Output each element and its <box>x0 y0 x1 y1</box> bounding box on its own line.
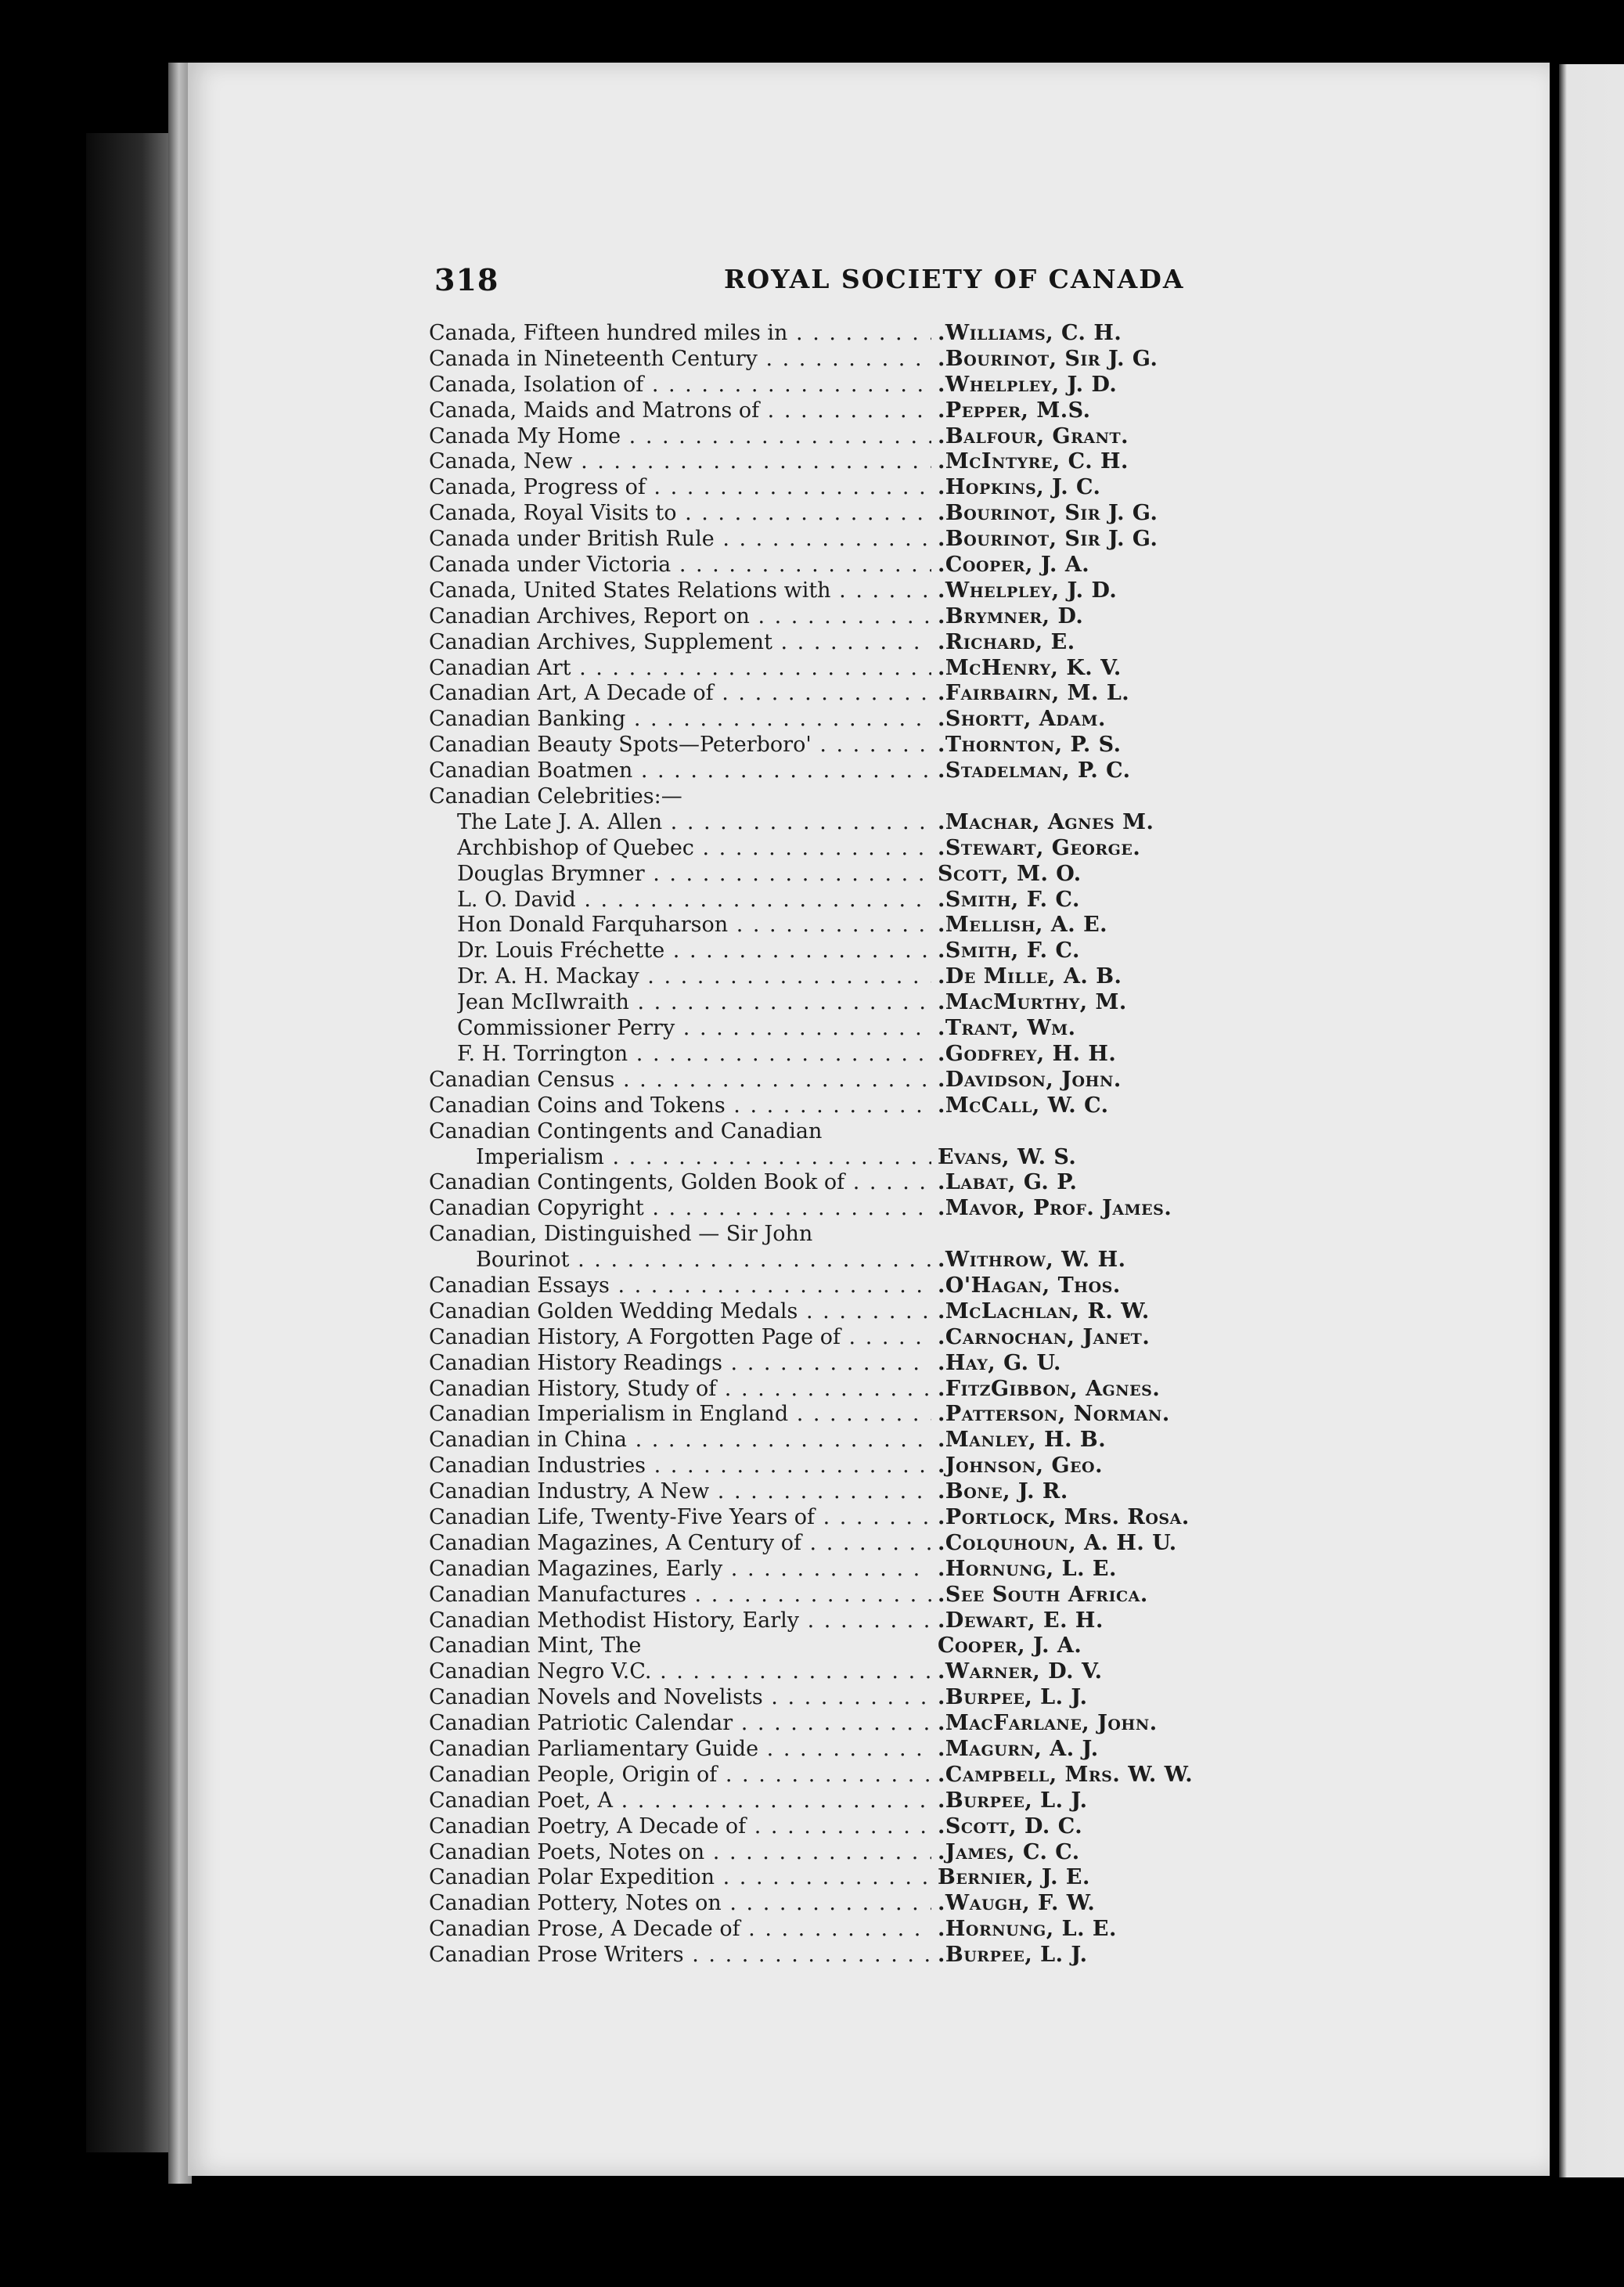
index-entry <box>429 1840 1313 1866</box>
index-entry <box>429 630 1313 656</box>
entry-author: .Balfour, Grant. <box>938 423 1129 448</box>
entry-author: .Whelpley, J. D. <box>938 578 1118 603</box>
entry-title: Canada, Fifteen hundred miles in . . . <box>429 321 931 347</box>
entry-title: Canadian Patriotic Calendar . . . <box>429 1711 931 1737</box>
entry-title: Canadian Polar Expedition . . . <box>429 1865 931 1891</box>
entry-author: .Brymner, D. <box>938 603 1084 628</box>
entry-author: .Williams, C. H. <box>938 321 1122 345</box>
entry-title: Commissioner Perry . . . <box>457 1016 931 1042</box>
index-entry <box>429 1222 1313 1248</box>
index-entry <box>429 424 1313 450</box>
entry-title: Canada My Home . . . <box>429 424 931 450</box>
entry-title: Canadian Banking . . . <box>429 707 931 733</box>
entry-author: .Burpee, L. J. <box>938 1943 1088 1968</box>
entry-title: Canadian Prose, A Decade of . . . <box>429 1917 931 1943</box>
entry-title: Dr. A. H. Mackay . . . <box>457 964 931 990</box>
index-entry <box>429 1737 1313 1763</box>
index-entry <box>429 1943 1313 1968</box>
entry-author: .Richard, E. <box>938 629 1075 654</box>
index-entry <box>429 1505 1313 1531</box>
index-entry <box>429 373 1313 398</box>
entry-author: .FitzGibbon, Agnes. <box>938 1376 1161 1401</box>
index-entry <box>429 475 1313 501</box>
entry-author: Cooper, J. A. <box>938 1633 1082 1659</box>
entry-author: .Hay, G. U. <box>938 1350 1061 1375</box>
entry-title: Canadian Industries . . . <box>429 1453 931 1479</box>
index-entry <box>429 1711 1313 1737</box>
entry-title: Canadian Industry, A New . . . <box>429 1479 931 1505</box>
index-entry <box>429 1196 1313 1222</box>
entry-author: .Hornung, L. E. <box>938 1917 1117 1942</box>
index-entry <box>429 501 1313 527</box>
entry-author: .Carnochan, Janet. <box>938 1324 1150 1349</box>
entry-author: .Fairbairn, M. L. <box>938 681 1130 706</box>
entry-title: Canadian Coins and Tokens . . . <box>429 1093 931 1119</box>
entry-author: Bernier, J. E. <box>938 1865 1090 1890</box>
entry-title: Canadian Contingents, Golden Book of . . . <box>429 1170 931 1196</box>
entry-title: Canada under Victoria . . . <box>429 553 931 578</box>
index-entry <box>429 990 1313 1016</box>
entry-title: Canada, United States Relations with . . . <box>429 578 931 604</box>
entry-title: Jean McIlwraith . . . <box>457 990 931 1016</box>
entry-author: .James, C. C. <box>938 1839 1080 1864</box>
index-entry <box>429 1788 1313 1814</box>
index-entry <box>429 1479 1313 1505</box>
entry-author: .Stadelman, P. C. <box>938 758 1131 783</box>
index-entry <box>429 913 1313 938</box>
entry-author: .MacMurthy, M. <box>938 990 1127 1015</box>
entry-title: Canadian History, Study of . . . <box>429 1377 931 1403</box>
index-entry <box>429 449 1313 475</box>
index-entry <box>429 604 1313 630</box>
index-entry <box>429 1685 1313 1711</box>
entry-title: Archbishop of Quebec . . . <box>457 836 931 862</box>
entry-author: .Mavor, Prof. James. <box>938 1196 1172 1221</box>
index-entry <box>429 553 1313 578</box>
index-entry <box>429 1325 1313 1351</box>
page-heading: ROYAL SOCIETY OF CANADA <box>724 264 1185 294</box>
entry-title: Canada, Progress of . . . <box>429 475 931 501</box>
index-entry <box>429 1583 1313 1608</box>
entry-title: Canadian Imperialism in England . . . <box>429 1402 931 1428</box>
entry-author: .Colquhoun, A. H. U. <box>938 1530 1177 1555</box>
entry-title: Canadian Celebrities:— <box>429 784 682 809</box>
index-entry <box>429 1402 1313 1428</box>
entry-author: .Smith, F. C. <box>938 938 1080 963</box>
index-entries <box>429 321 1313 1968</box>
index-entry <box>429 1531 1313 1557</box>
entry-author: .Machar, Agnes M. <box>938 809 1154 834</box>
index-entry <box>429 938 1313 964</box>
entry-author: .Manley, H. B. <box>938 1428 1107 1453</box>
entry-title: Dr. Louis Fréchette . . . <box>457 938 931 964</box>
entry-author: .McLachlan, R. W. <box>938 1298 1150 1324</box>
index-entry <box>429 810 1313 836</box>
index-entry <box>429 1248 1313 1273</box>
entry-author: .Bone, J. R. <box>938 1479 1068 1504</box>
entry-title: Canada in Nineteenth Century . . . <box>429 347 931 373</box>
index-entry <box>429 1633 1313 1659</box>
index-entry <box>429 1093 1313 1119</box>
entry-author: .McHenry, K. V. <box>938 655 1122 680</box>
running-head <box>434 262 1225 301</box>
index-entry <box>429 784 1313 810</box>
entry-author: .Withrow, W. H. <box>938 1248 1126 1273</box>
facing-page-edge <box>1559 64 1624 2177</box>
entry-title: Canadian Poets, Notes on . . . <box>429 1840 931 1866</box>
entry-author: .Godfrey, H. H. <box>938 1041 1117 1066</box>
entry-title: Canadian People, Origin of . . . <box>429 1763 931 1788</box>
index-entry <box>429 1170 1313 1196</box>
index-entry <box>429 1042 1313 1068</box>
entry-author: .Johnson, Geo. <box>938 1453 1103 1478</box>
entry-author: .Burpee, L. J. <box>938 1788 1088 1813</box>
index-entry <box>429 836 1313 862</box>
entry-title: Bourinot . . . <box>476 1248 931 1273</box>
index-entry <box>429 1608 1313 1634</box>
entry-author: .Patterson, Norman. <box>938 1402 1170 1427</box>
entry-title: Canadian Novels and Novelists . . . <box>429 1685 931 1711</box>
entry-title: Canada, Isolation of . . . <box>429 373 931 398</box>
entry-title: Canadian Poet, A . . . <box>429 1788 931 1814</box>
entry-author: .Hopkins, J. C. <box>938 475 1101 500</box>
page-number: 318 <box>434 262 499 297</box>
entry-author: .Hornung, L. E. <box>938 1556 1117 1581</box>
index-entry <box>429 1453 1313 1479</box>
index-entry <box>429 1145 1313 1171</box>
entry-author: .Waugh, F. W. <box>938 1891 1096 1916</box>
entry-title: The Late J. A. Allen . . . <box>457 810 931 836</box>
entry-title: Canadian Mint, The <box>429 1633 642 1659</box>
index-entry <box>429 1659 1313 1685</box>
entry-author: .Bourinot, Sir J. G. <box>938 346 1158 371</box>
index-entry <box>429 1428 1313 1453</box>
entry-title: Imperialism . . . <box>476 1145 931 1171</box>
entry-author: .Whelpley, J. D. <box>938 372 1118 397</box>
entry-title: Canadian History, A Forgotten Page of . . . <box>429 1325 931 1351</box>
entry-title: Douglas Brymner . . . <box>457 862 931 888</box>
index-entry <box>429 1891 1313 1917</box>
entry-author: .Bourinot, Sir J. G. <box>938 501 1158 526</box>
entry-author: .Davidson, John. <box>938 1067 1122 1092</box>
index-entry <box>429 1351 1313 1377</box>
entry-title: Canada under British Rule . . . <box>429 527 931 553</box>
entry-author: .Bourinot, Sir J. G. <box>938 527 1158 552</box>
entry-title: Canadian Beauty Spots—Peterboro' . . . <box>429 733 931 758</box>
entry-title: Canadian Magazines, A Century of . . . <box>429 1531 931 1557</box>
entry-title: Canadian Golden Wedding Medals . . . <box>429 1299 931 1325</box>
index-entry <box>429 1016 1313 1042</box>
index-entry <box>429 707 1313 733</box>
entry-title: Canadian Archives, Report on . . . <box>429 604 931 630</box>
index-entry <box>429 1299 1313 1325</box>
index-entry <box>429 1763 1313 1788</box>
index-entry <box>429 758 1313 784</box>
entry-title: Canadian Essays . . . <box>429 1273 931 1299</box>
entry-title: Canada, Royal Visits to . . . <box>429 501 931 527</box>
entry-author: .Smith, F. C. <box>938 887 1080 912</box>
entry-title: Canadian Copyright . . . <box>429 1196 931 1222</box>
index-entry <box>429 862 1313 888</box>
index-entry <box>429 398 1313 424</box>
index-entry <box>429 1557 1313 1583</box>
entry-title: Canadian Prose Writers . . . <box>429 1943 931 1968</box>
index-entry <box>429 1814 1313 1840</box>
entry-author: .McCall, W. C. <box>938 1093 1109 1118</box>
index-entry <box>429 1377 1313 1403</box>
entry-author: .Mellish, A. E. <box>938 913 1108 938</box>
entry-title: Canadian Magazines, Early . . . <box>429 1557 931 1583</box>
entry-title: Canadian Poetry, A Decade of . . . <box>429 1814 931 1840</box>
entry-title: Canadian Census . . . <box>429 1068 931 1093</box>
entry-title: Canadian History Readings . . . <box>429 1351 931 1377</box>
entry-title: Canadian Pottery, Notes on . . . <box>429 1891 931 1917</box>
entry-author: .O'Hagan, Thos. <box>938 1273 1121 1298</box>
entry-title: Canadian, Distinguished — Sir John <box>429 1222 813 1247</box>
index-entry <box>429 888 1313 913</box>
index-entry <box>429 578 1313 604</box>
entry-author: .Warner, D. V. <box>938 1659 1103 1684</box>
entry-author: .MacFarlane, John. <box>938 1711 1158 1736</box>
entry-title: Canadian Art, A Decade of . . . <box>429 681 931 707</box>
index-entry <box>429 1273 1313 1299</box>
index-entry <box>429 681 1313 707</box>
entry-title: Canada, Maids and Matrons of . . . <box>429 398 931 424</box>
index-entry <box>429 527 1313 553</box>
entry-author: .Stewart, George. <box>938 835 1141 860</box>
entry-author: .Dewart, E. H. <box>938 1608 1104 1633</box>
entry-title: Canadian Manufactures . . . <box>429 1583 931 1608</box>
index-entry <box>429 656 1313 682</box>
entry-author: .Burpee, L. J. <box>938 1685 1088 1710</box>
entry-title: Canadian Parliamentary Guide . . . <box>429 1737 931 1763</box>
entry-author: .Portlock, Mrs. Rosa. <box>938 1504 1190 1529</box>
entry-title: L. O. David . . . <box>457 888 931 913</box>
index-entry <box>429 1119 1313 1145</box>
entry-author: .Scott, D. C. <box>938 1813 1083 1839</box>
entry-author: .Thornton, P. S. <box>938 733 1122 758</box>
entry-title: F. H. Torrington . . . <box>457 1042 931 1068</box>
entry-author: .Trant, Wm. <box>938 1016 1076 1041</box>
entry-author: .McIntyre, C. H. <box>938 449 1129 474</box>
entry-title: Canadian Methodist History, Early . . . <box>429 1608 931 1634</box>
entry-title: Canadian Archives, Supplement . . . <box>429 630 931 656</box>
index-entry <box>429 1865 1313 1891</box>
entry-author: .Campbell, Mrs. W. W. <box>938 1762 1194 1787</box>
entry-author: .Shortt, Adam. <box>938 707 1106 732</box>
entry-author: .Labat, G. P. <box>938 1170 1078 1195</box>
index-entry <box>429 1917 1313 1943</box>
entry-author: Scott, M. O. <box>938 861 1082 886</box>
entry-title: Canadian Boatmen . . . <box>429 758 931 784</box>
entry-author: .See South Africa. <box>938 1582 1148 1607</box>
entry-title: Canadian Negro V.C. . . . <box>429 1659 931 1685</box>
entry-author: .Pepper, M.S. <box>938 398 1091 423</box>
entry-title: Canadian in China . . . <box>429 1428 931 1453</box>
entry-title: Hon Donald Farquharson . . . <box>457 913 931 938</box>
index-entry <box>429 1068 1313 1093</box>
entry-title: Canada, New . . . <box>429 449 931 475</box>
entry-title: Canadian Life, Twenty-Five Years of . . . <box>429 1505 931 1531</box>
entry-author: Evans, W. S. <box>938 1144 1077 1169</box>
index-entry <box>429 964 1313 990</box>
entry-author: .Cooper, J. A. <box>938 553 1090 578</box>
index-entry <box>429 321 1313 347</box>
entry-author: .De Mille, A. B. <box>938 964 1122 989</box>
entry-title: Canadian Art . . . <box>429 656 931 682</box>
entry-author: .Magurn, A. J. <box>938 1736 1099 1761</box>
index-entry <box>429 733 1313 758</box>
index-entry <box>429 347 1313 373</box>
entry-title: Canadian Contingents and Canadian <box>429 1118 823 1144</box>
